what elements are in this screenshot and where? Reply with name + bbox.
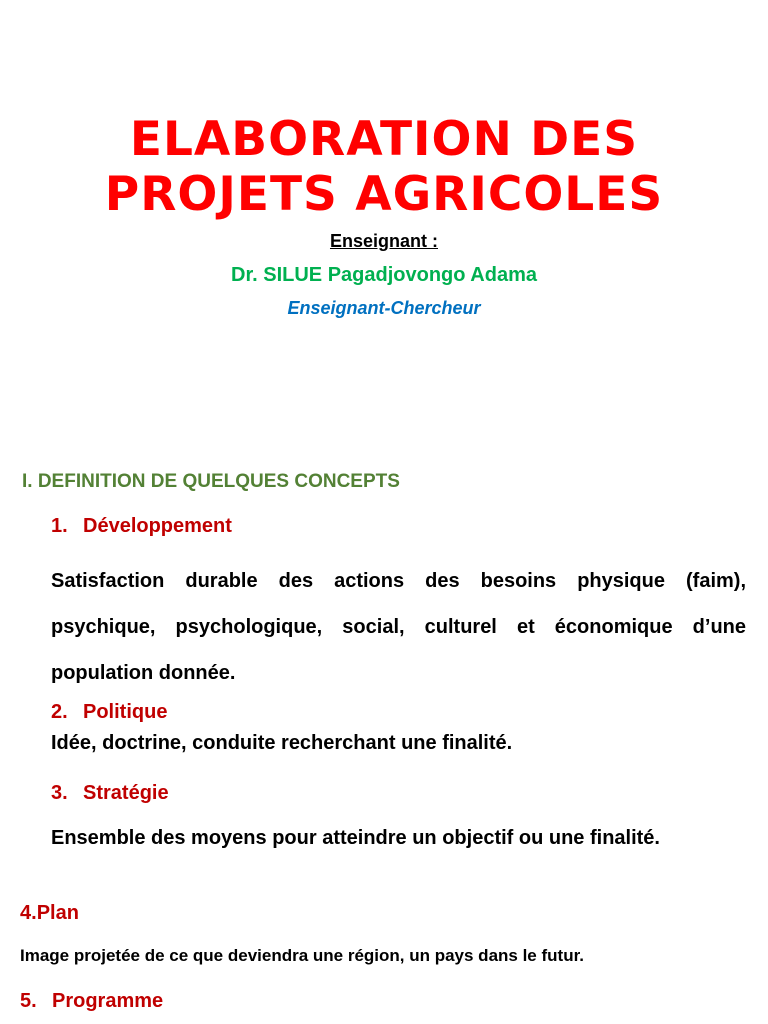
document-title: [0, 112, 768, 222]
teacher-role: Enseignant-Chercheur: [287, 298, 481, 318]
item-heading-developpement: [51, 515, 232, 538]
section-title: I. DEFINITION DE QUELQUES CONCEPTS: [22, 471, 400, 492]
item-heading-politique: [51, 701, 167, 724]
item-heading-programme: [20, 990, 163, 1013]
item-number: 5.: [20, 990, 37, 1012]
item-number: 3.: [51, 782, 68, 804]
item-number: 4.: [20, 902, 37, 924]
item-number: 2.: [51, 701, 68, 723]
item-heading-text: Politique: [83, 701, 168, 723]
definition-developpement: [51, 558, 746, 696]
definition-plan: Image projetée de ce que deviendra une région, un pays dans le futur.: [20, 946, 584, 965]
item-heading-text: Stratégie: [83, 782, 169, 804]
definition-strategie: Ensemble des moyens pour atteindre un objectif ou une finalité.: [51, 827, 660, 849]
item-heading-plan: [20, 902, 79, 925]
teacher-name: Dr. SILUE Pagadjovongo Adama: [231, 264, 537, 286]
definition-line: psychique, psychologique, social, culturel et économique d’une: [51, 616, 746, 638]
item-heading-text: Développement: [83, 515, 232, 537]
title-line-2: PROJETS AGRICOLES: [104, 167, 664, 222]
item-number: 1.: [51, 515, 68, 537]
teacher-label: Enseignant :: [329, 231, 438, 251]
title-line-1: ELABORATION DES: [129, 112, 639, 167]
item-heading-text: Plan: [36, 902, 79, 924]
item-heading-strategie: [51, 782, 169, 805]
item-heading-text: Programme: [52, 990, 164, 1012]
definition-politique: Idée, doctrine, conduite recherchant une finalité.: [51, 732, 513, 754]
definition-line: population donnée.: [51, 662, 236, 684]
definition-line: Satisfaction durable des actions des besoins physique (faim),: [51, 570, 746, 592]
